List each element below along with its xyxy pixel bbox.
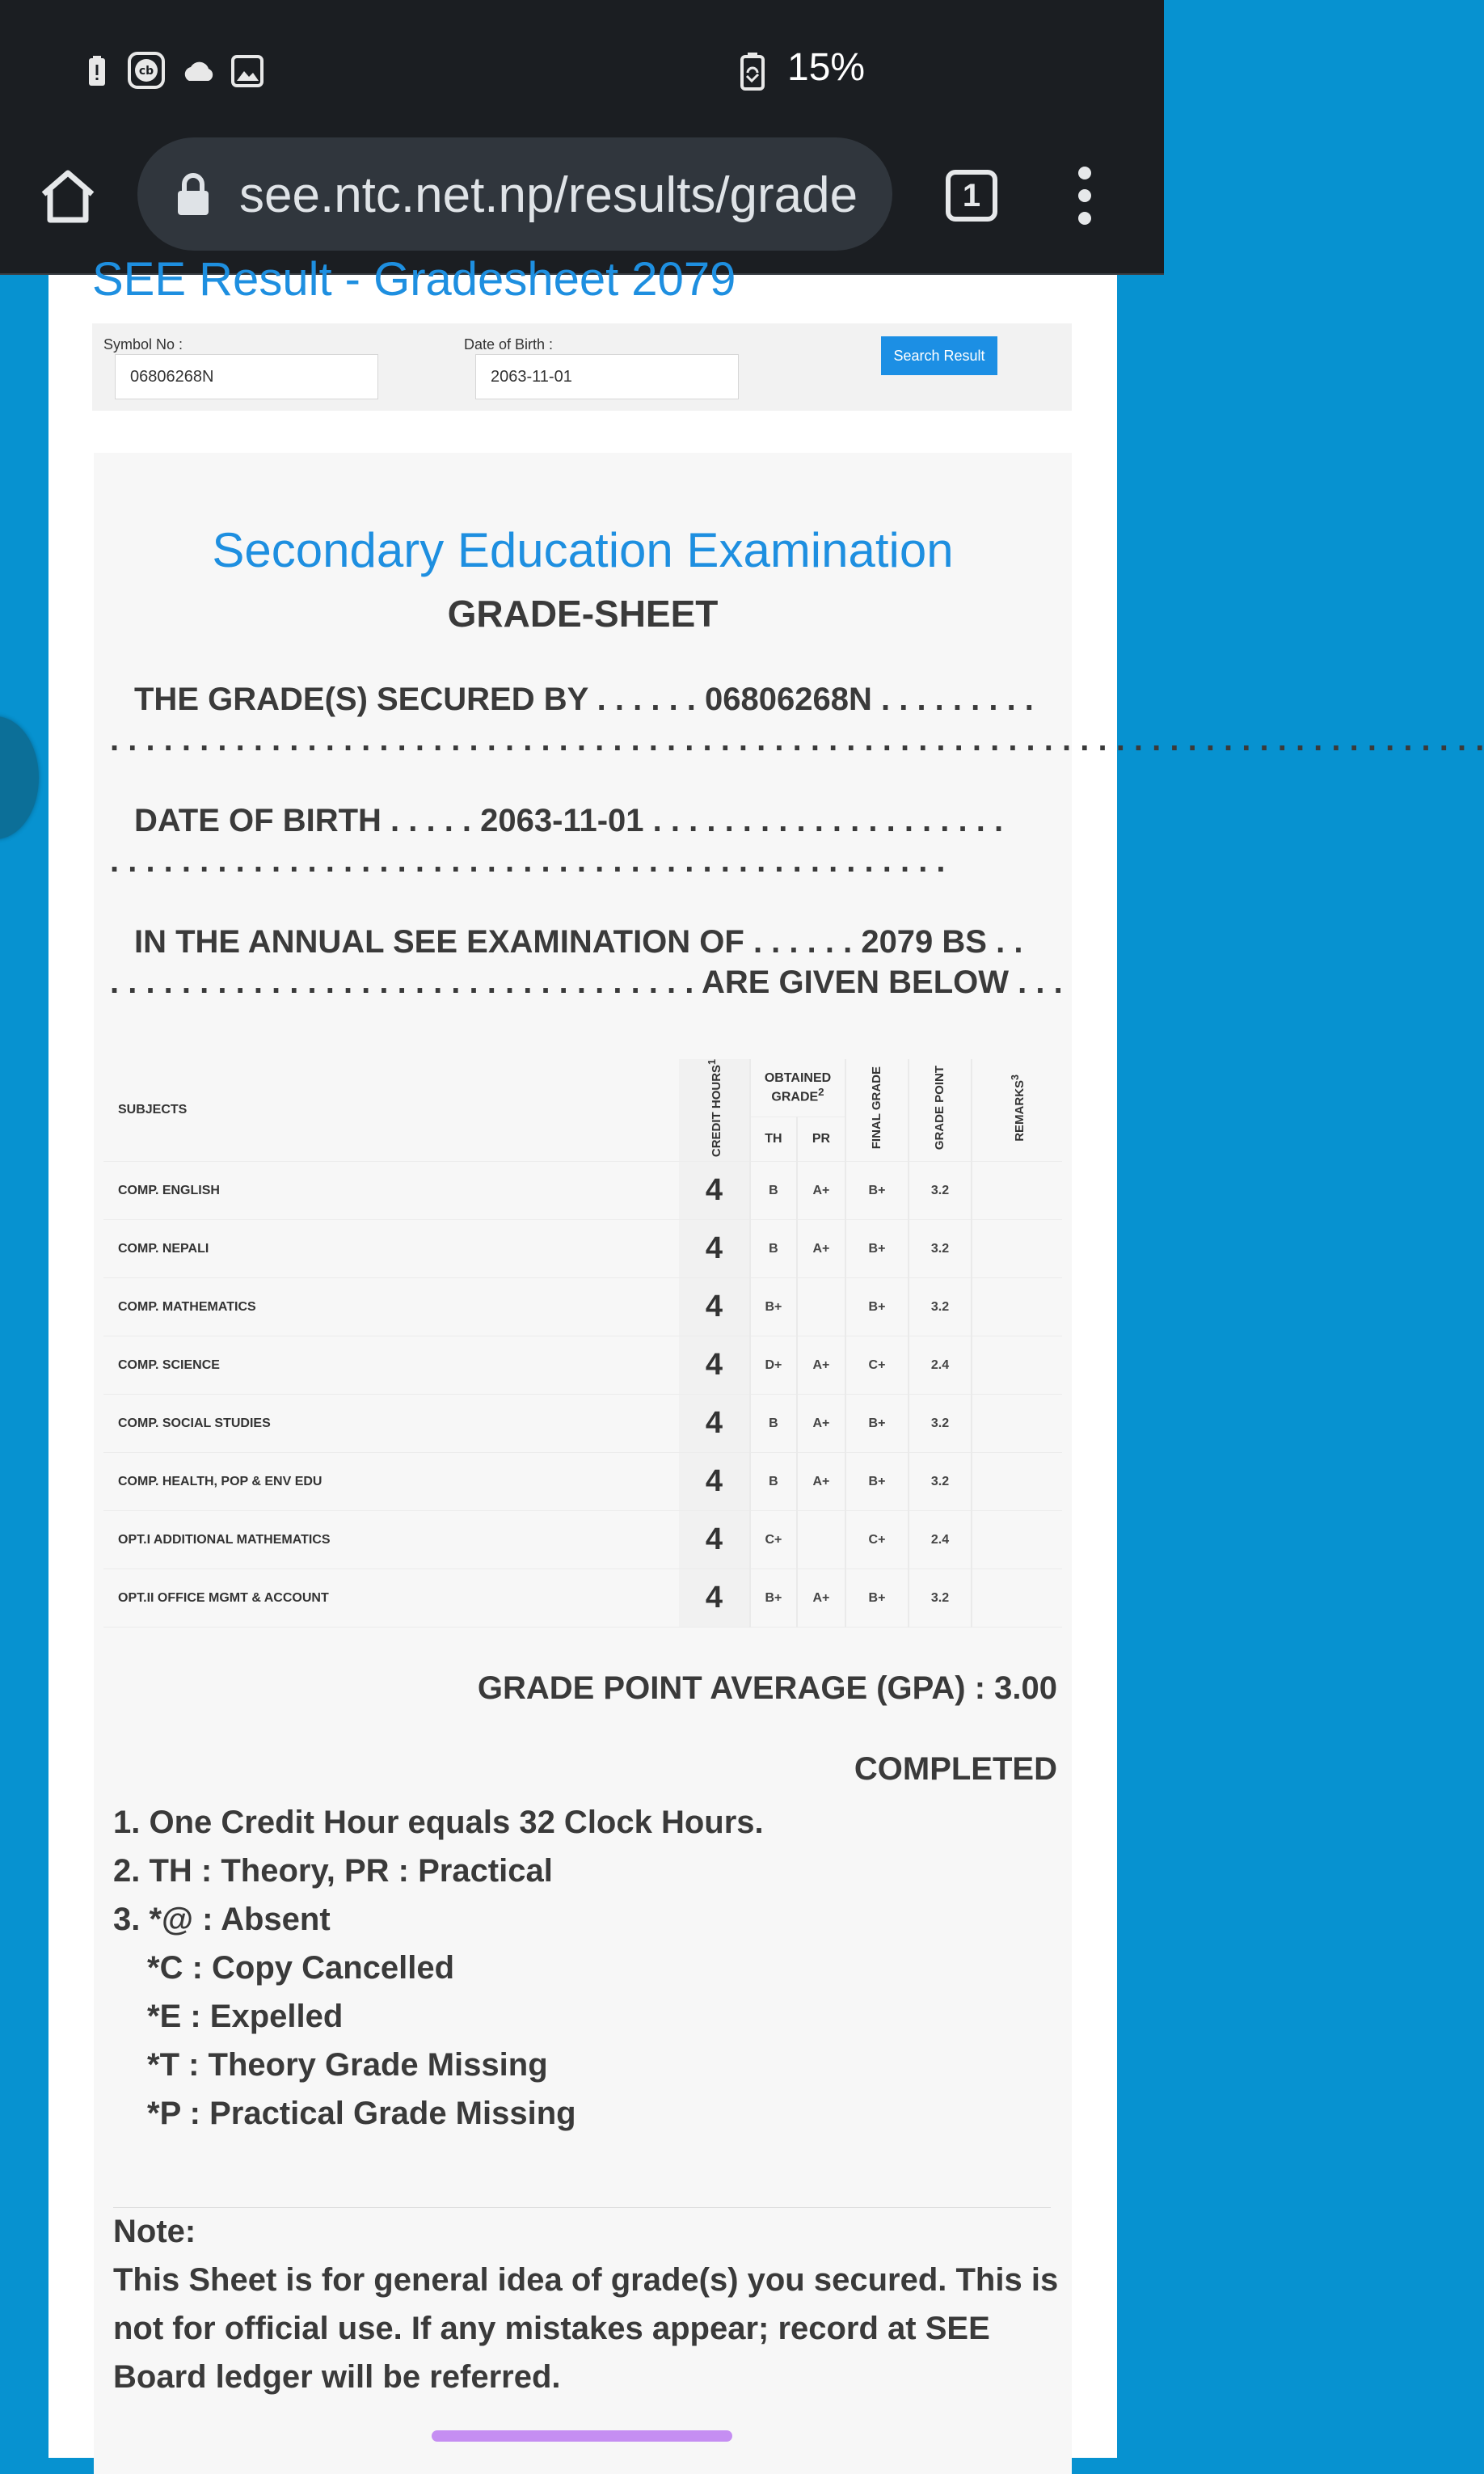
battery-saver-icon (737, 52, 768, 91)
grade-point-cell: 3.2 (909, 1278, 972, 1336)
page-title: SEE Result - Gradesheet 2079 (92, 253, 736, 306)
credit-hours-cell: 4 (679, 1453, 750, 1511)
pr-grade-cell (797, 1511, 845, 1569)
remarks-cell (972, 1511, 1062, 1569)
credit-hours-cell: 4 (679, 1162, 750, 1220)
address-bar[interactable] (137, 137, 892, 251)
grade-point-cell: 2.4 (909, 1511, 972, 1569)
status-bar (0, 0, 1164, 137)
pr-grade-cell: A+ (797, 1336, 845, 1395)
subject-cell: COMP. SOCIAL STUDIES (103, 1395, 679, 1453)
grade-point-cell: 3.2 (909, 1220, 972, 1278)
footnote-3-e: *E : Expelled (147, 1999, 344, 2034)
subject-cell: COMP. MATHEMATICS (103, 1278, 679, 1336)
col-remarks: REMARKS$^3$ (972, 1059, 1062, 1162)
table-row (103, 1453, 1062, 1511)
final-grade-cell: C+ (845, 1336, 909, 1395)
battery-percentage: 15% (787, 46, 866, 89)
footnote-3: 3. *@ : Absent (113, 1902, 331, 1937)
credit-hours-cell: 4 (679, 1511, 750, 1569)
grade-point-cell: 3.2 (909, 1453, 972, 1511)
subject-cell: OPT.II OFFICE MGMT & ACCOUNT (103, 1569, 679, 1628)
final-grade-cell: B+ (845, 1395, 909, 1453)
subject-cell: COMP. NEPALI (103, 1220, 679, 1278)
pr-grade-cell: A+ (797, 1395, 845, 1453)
credit-hours-cell: 4 (679, 1220, 750, 1278)
table-row (103, 1511, 1062, 1569)
secured-by-line-cont: . . . . . . . . . . . . . . . . . . . . . . . . . . . . . . . . . . . . . . . . . . . . . . . . . . . . . . . . . . . . . . . . . . . . . . . . . . . . . (110, 722, 1484, 758)
pr-grade-cell: A+ (797, 1569, 845, 1628)
credit-hours-cell: 4 (679, 1336, 750, 1395)
table-row (103, 1569, 1062, 1628)
subject-cell: COMP. SCIENCE (103, 1336, 679, 1395)
symbol-no-label: Symbol No : (103, 336, 183, 353)
credit-hours-cell: 4 (679, 1395, 750, 1453)
subject-cell: COMP. ENGLISH (103, 1162, 679, 1220)
footnotes (113, 1798, 764, 2138)
remarks-cell (972, 1162, 1062, 1220)
credit-hours-cell: 4 (679, 1569, 750, 1628)
grades-table (103, 1059, 1062, 1628)
battery-alert-icon (81, 55, 113, 87)
grade-point-cell: 3.2 (909, 1569, 972, 1628)
exam-line-cont: . . . . . . . . . . . . . . . . . . . . . . . . . . . . . . . . . ARE GIVEN BELOW . . . (110, 965, 1063, 1000)
url-text[interactable]: see.ntc.net.np/results/grade (239, 167, 858, 223)
table-row (103, 1162, 1062, 1220)
grade-point-cell: 3.2 (909, 1395, 972, 1453)
final-grade-cell: B+ (845, 1220, 909, 1278)
grade-sheet (94, 453, 1484, 2474)
remarks-cell (972, 1278, 1062, 1336)
credit-hours-cell: 4 (679, 1278, 750, 1336)
footnote-1: 1. One Credit Hour equals 32 Clock Hours. (113, 1805, 764, 1840)
final-grade-cell: B+ (845, 1278, 909, 1336)
dob-line-cont: . . . . . . . . . . . . . . . . . . . . . . . . . . . . . . . . . . . . . . . . . . . . . . . (110, 843, 946, 879)
pr-grade-cell: A+ (797, 1220, 845, 1278)
subject-cell: COMP. HEALTH, POP & ENV EDU (103, 1453, 679, 1511)
table-row (103, 1336, 1062, 1395)
final-grade-cell: B+ (845, 1162, 909, 1220)
th-grade-cell: B (750, 1395, 797, 1453)
th-grade-cell: B+ (750, 1278, 797, 1336)
result-status: COMPLETED (854, 1751, 1057, 1787)
table-row (103, 1278, 1062, 1336)
lock-icon[interactable] (175, 173, 212, 217)
col-subjects: SUBJECTS (103, 1059, 679, 1162)
remarks-cell (972, 1395, 1062, 1453)
grade-sheet-title: GRADE-SHEET (447, 593, 719, 635)
image-icon (231, 55, 263, 87)
note-heading: Note: (113, 2214, 196, 2249)
footnote-3-c: *C : Copy Cancelled (147, 1950, 455, 1986)
tab-count: 1 (962, 178, 981, 213)
pr-grade-cell (797, 1278, 845, 1336)
gpa-line: GRADE POINT AVERAGE (GPA) : 3.00 (477, 1670, 1057, 1706)
final-grade-cell: B+ (845, 1569, 909, 1628)
th-grade-cell: B (750, 1162, 797, 1220)
pr-grade-cell: A+ (797, 1453, 845, 1511)
grade-point-cell: 3.2 (909, 1162, 972, 1220)
dob-input[interactable]: 2063-11-01 (475, 354, 739, 399)
col-grade-point: GRADE POINT (909, 1059, 972, 1162)
exam-line: IN THE ANNUAL SEE EXAMINATION OF . . . . . . 2079 BS . . (134, 924, 1023, 960)
th-grade-cell: B+ (750, 1569, 797, 1628)
col-obtained-grade: OBTAINED GRADE$^2$ (750, 1059, 845, 1117)
search-form (92, 323, 1072, 411)
secured-by-line: THE GRADE(S) SECURED BY . . . . . . 06806268N . . . . . . . . . (134, 682, 1034, 717)
svg-text:cb: cb (138, 65, 154, 78)
remarks-cell (972, 1220, 1062, 1278)
side-scroll-handle[interactable] (0, 716, 39, 839)
th-grade-cell: D+ (750, 1336, 797, 1395)
note-body: This Sheet is for general idea of grade(s) you secured. This is not for official use. If any mistakes appear; record at SEE Board ledger will be referred. (113, 2262, 1059, 2395)
footnote-2: 2. TH : Theory, PR : Practical (113, 1853, 553, 1889)
more-vert-icon[interactable] (1070, 167, 1099, 228)
col-pr: PR (797, 1117, 845, 1162)
col-credit-hours: CREDIT HOURS$^1$ (679, 1059, 750, 1162)
col-th: TH (750, 1117, 797, 1162)
web-page (48, 253, 1484, 2458)
gesture-navigation-bar[interactable] (432, 2430, 732, 2442)
home-icon[interactable] (36, 163, 100, 228)
table-row (103, 1220, 1062, 1278)
remarks-cell (972, 1569, 1062, 1628)
symbol-no-input[interactable]: 06806268N (115, 354, 378, 399)
cloud-icon (179, 55, 218, 87)
col-final-grade: FINAL GRADE (845, 1059, 909, 1162)
final-grade-cell: B+ (845, 1453, 909, 1511)
footnote-3-t: *T : Theory Grade Missing (147, 2047, 548, 2083)
subject-cell: OPT.I ADDITIONAL MATHEMATICS (103, 1511, 679, 1569)
dob-line: DATE OF BIRTH . . . . . 2063-11-01 . . . . . . . . . . . . . . . . . . . . (134, 803, 1004, 838)
th-grade-cell: B (750, 1220, 797, 1278)
pr-grade-cell: A+ (797, 1162, 845, 1220)
grade-point-cell: 2.4 (909, 1336, 972, 1395)
dob-label: Date of Birth : (464, 336, 554, 353)
search-result-button[interactable]: Search Result (881, 336, 997, 375)
footnote-3-p: *P : Practical Grade Missing (147, 2096, 576, 2131)
tabs-icon[interactable] (946, 170, 997, 222)
final-grade-cell: C+ (845, 1511, 909, 1569)
th-grade-cell: B (750, 1453, 797, 1511)
exam-title: Secondary Education Examination (212, 523, 954, 577)
remarks-cell (972, 1453, 1062, 1511)
cb-app-icon (128, 52, 165, 89)
table-row (103, 1395, 1062, 1453)
remarks-cell (972, 1336, 1062, 1395)
note-divider (113, 2207, 1051, 2208)
th-grade-cell: C+ (750, 1511, 797, 1569)
